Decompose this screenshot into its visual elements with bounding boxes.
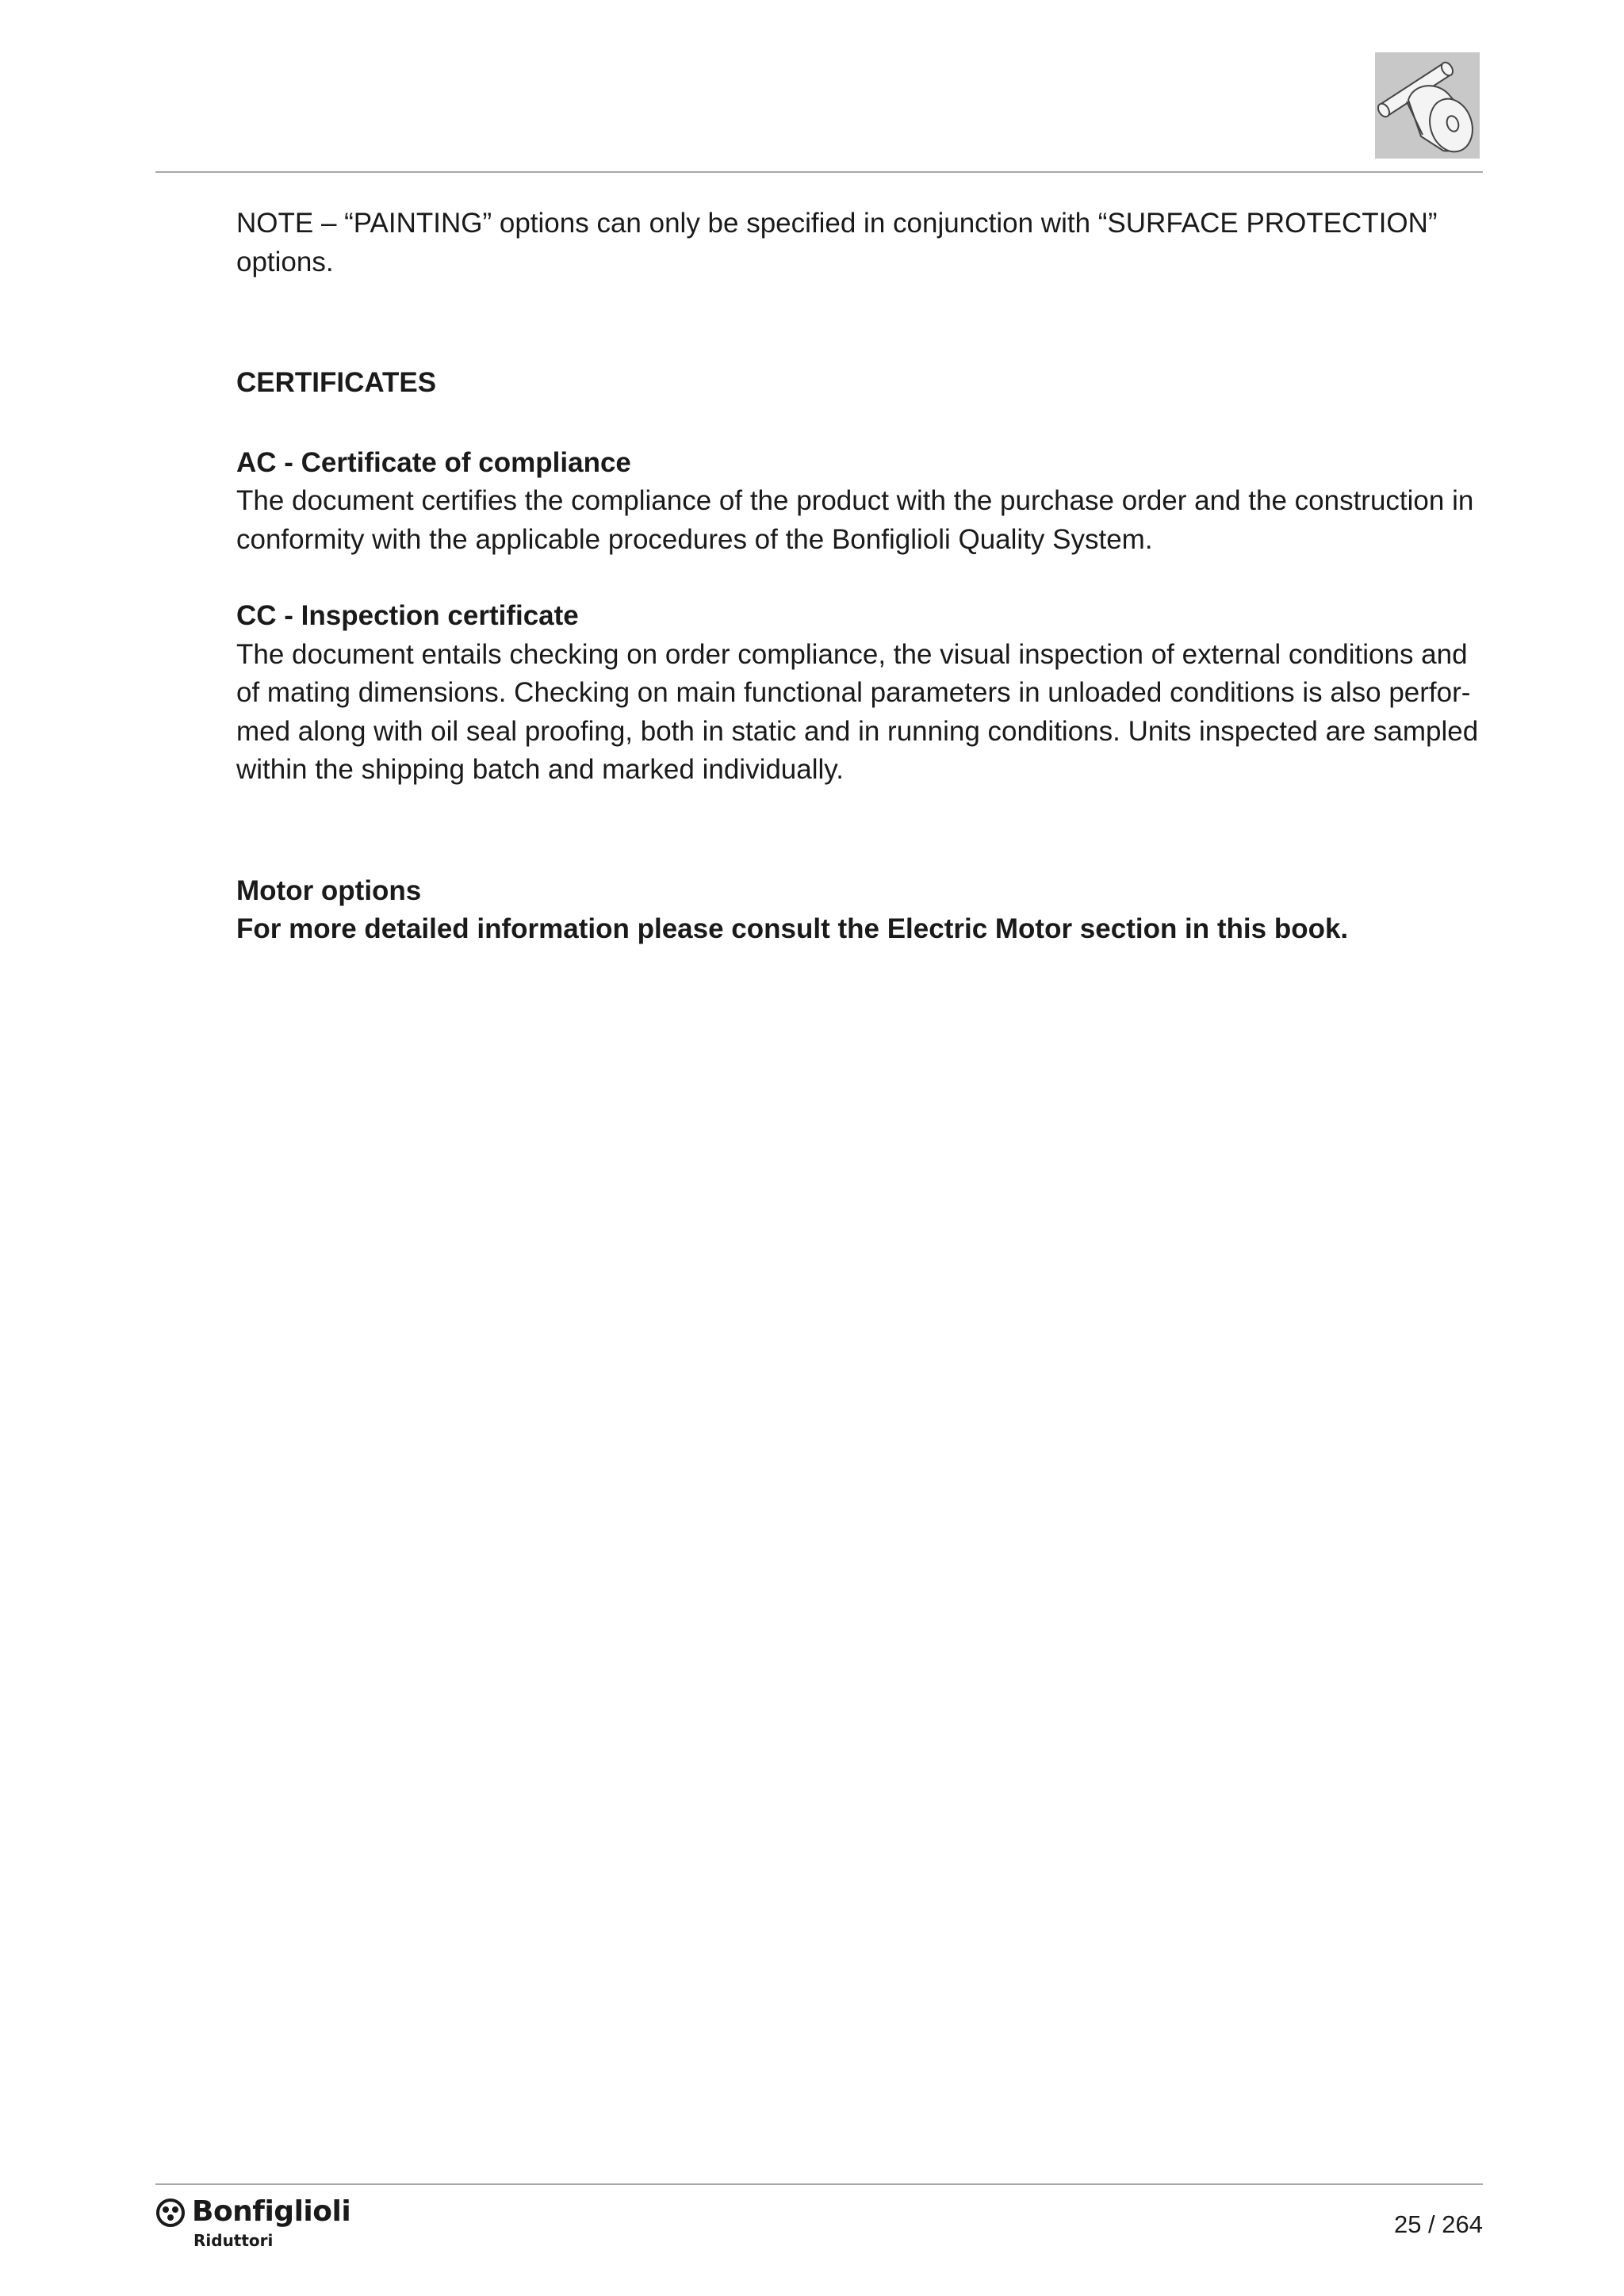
header-divider	[155, 171, 1483, 173]
brand-subtitle: Riduttori	[193, 2231, 274, 2250]
bonfiglioli-logo-icon	[155, 2198, 186, 2228]
certificate-cc-body: The document entails checking on order compliance, the visual inspection of external conditions and of mating dimensions. Checking on main functional parameters in unloaded conditions is also perfor-med along with oil seal proofing, both in static and in running conditions. Units inspected are sampled within the shipping batch and marked individually.	[236, 638, 1479, 785]
certificate-cc-block	[236, 597, 1489, 790]
motor-options-block	[236, 872, 1489, 949]
page-content	[236, 205, 1489, 987]
certificate-ac-title: AC - Certificate of compliance	[236, 446, 631, 478]
certificates-heading: CERTIFICATES	[236, 367, 437, 398]
brand-name: Bonfiglioli	[192, 2195, 351, 2228]
certificate-ac-body: The document certifies the compliance of the product with the purchase order and the construction in conformity with the applicable procedures of the Bonfiglioli Quality System.	[236, 485, 1474, 555]
certificate-ac-block	[236, 444, 1489, 560]
footer-divider	[155, 2183, 1483, 2185]
motor-options-text: For more detailed information please consult the Electric Motor section in this book.	[236, 913, 1349, 944]
page-number: 25 / 264	[1393, 2210, 1483, 2238]
motor-options-heading: Motor options	[236, 874, 422, 906]
painting-note: NOTE – “PAINTING” options can only be specified in conjunction with “SURFACE PROTECTION” options.	[236, 208, 1438, 277]
certificate-cc-title: CC - Inspection certificate	[236, 600, 579, 631]
gear-wheel-shaft-icon	[1375, 52, 1480, 159]
brand-logo	[155, 2195, 362, 2253]
